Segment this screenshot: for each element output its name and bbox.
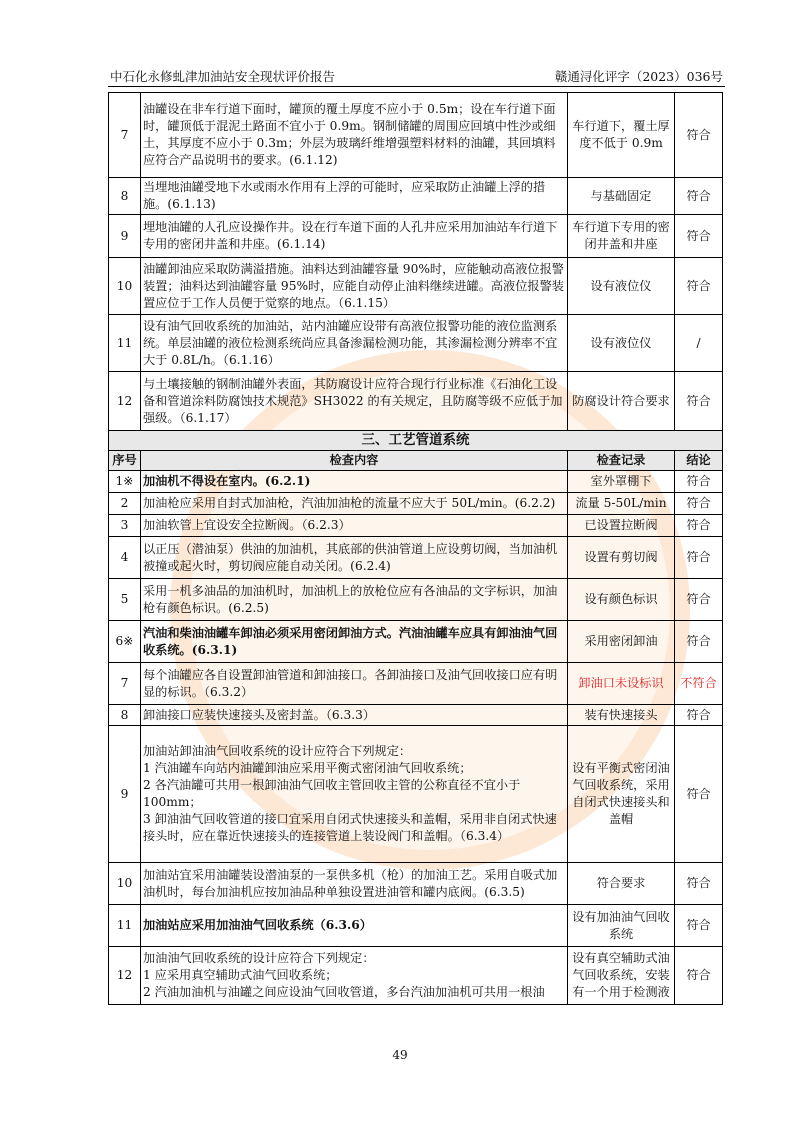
cell-result: 符合 [675,471,723,493]
table-row [109,493,723,515]
cell-result: 符合 [675,863,723,905]
cell-no: 12 [109,947,141,1005]
cell-result: 不符合 [675,663,723,705]
cell-result: 符合 [675,621,723,663]
cell-content: 以正压（潜油泵）供油的加油机，其底部的供油管道上应设剪切阀，当加油机被撞或起火时，剪切阀应能自动关闭。(6.2.4) [141,537,568,579]
cell-content: 与土壤接触的钢制油罐外表面，其防腐设计应符合现行行业标准《石油化工设备和管道涂料防腐蚀技术规范》SH3022 的有关规定，且防腐等级不应低于加强级。（6.1.17） [141,372,568,431]
cell-no: 4 [109,537,141,579]
cell-content: 加油站应采用加油油气回收系统（6.3.6） [141,905,568,947]
cell-record: 装有快速接头 [568,705,675,726]
cell-no: 10 [109,258,141,315]
table-row [109,471,723,493]
cell-no: 11 [109,905,141,947]
cell-record: 设有平衡式密闭油气回收系统，采用自闭式快速接头和盖帽 [568,726,675,863]
cell-record: 室外罩棚下 [568,471,675,493]
cell-no: 7 [109,93,141,178]
cell-content: 油罐设在非车行道下面时，罐顶的覆土厚度不应小于 0.5m；设在车行道下面时，罐顶低于混泥土路面不宜小于 0.9m。钢制储罐的周围应回填中性沙或细土，其厚度不应小于 0.3m；外层为玻璃纤维增强塑料材料的油罐，其回填料应符合产品说明书的要求。(6.1.12) [141,93,568,178]
table-row [109,315,723,372]
cell-no: 1※ [109,471,141,493]
inspection-table [108,92,723,1005]
cell-result: / [675,315,723,372]
cell-content: 加油枪应采用自封式加油枪，汽油加油枪的流量不应大于 50L/min。(6.2.2) [141,493,568,515]
table-row [109,515,723,537]
cell-no: 6※ [109,621,141,663]
cell-content: 油罐卸油应采取防满溢措施。油料达到油罐容量 90%时，应能触动高液位报警装置；油料达到油罐容量 95%时，应能自动停止油料继续进罐。高液位报警装置应位于工作人员便于觉察的地点。（6.1.15） [141,258,568,315]
page-number: 49 [392,1048,408,1062]
cell-record: 已设置拉断阀 [568,515,675,537]
cell-record: 符合要求 [568,863,675,905]
col-header-content: 检查内容 [141,451,568,471]
cell-content: 采用一机多油品的加油机时，加油机上的放枪位应有各油品的文字标识，加油枪有颜色标识。(6.2.5) [141,579,568,621]
cell-result: 符合 [675,258,723,315]
cell-result: 符合 [675,537,723,579]
table-row [109,726,723,863]
cell-record: 车行道下专用的密闭井盖和井座 [568,215,675,258]
cell-record: 设有颜色标识 [568,579,675,621]
cell-result: 符合 [675,215,723,258]
cell-content: 每个油罐应各自设置卸油管道和卸油接口。各卸油接口及油气回收接口应有明显的标识。（6.3.2） [141,663,568,705]
cell-content: 加油油气回收系统的设计应符合下列规定： 1 应采用真空辅助式油气回收系统； 2 汽油加油机与油罐之间应设油气回收管道，多台汽油加油机可共用一根油 [141,947,568,1005]
cell-record: 采用密闭卸油 [568,621,675,663]
cell-content: 设有油气回收系统的加油站，站内油罐应设带有高液位报警功能的液位监测系统。单层油罐的液位检测系统尚应具备渗漏检测功能，其渗漏检测分辨率不宜大于 0.8L/h。（6.1.16） [141,315,568,372]
cell-result: 符合 [675,178,723,215]
section-title: 三、工艺管道系统 [109,431,723,451]
col-header-no: 序号 [109,451,141,471]
cell-no: 3 [109,515,141,537]
cell-result: 符合 [675,493,723,515]
cell-record: 设有液位仪 [568,258,675,315]
table-row [109,579,723,621]
cell-record: 流量 5-50L/min [568,493,675,515]
table-row [109,215,723,258]
cell-no: 12 [109,372,141,431]
cell-content: 加油站卸油油气回收系统的设计应符合下列规定： 1 汽油罐车向站内油罐卸油应采用平衡式密闭油气回收系统； 2 各汽油罐可共用一根卸油油气回收主管回收主管的公称直径不宜小于 100mm； 3 卸油油气回收管道的接口宜采用自闭式快速接头和盖帽，采用非自闭式快速接头时，应在靠近快速接头的连接管道上装设阀门和盖帽。（6.3.4） [141,726,568,863]
cell-result: 符合 [675,372,723,431]
cell-content: 加油软管上宜设安全拉断阀。（6.2.3） [141,515,568,537]
cell-record: 防腐设计符合要求 [568,372,675,431]
cell-result: 符合 [675,905,723,947]
table-row [109,863,723,905]
table-row [109,947,723,1005]
cell-no: 8 [109,178,141,215]
cell-record: 与基础固定 [568,178,675,215]
cell-record: 设有液位仪 [568,315,675,372]
cell-no: 7 [109,663,141,705]
report-title: 中石化永修虬津加油站安全现状评价报告 [110,69,336,84]
report-number: 赣通浔化评字（2023）036号 [554,69,723,84]
cell-record: 车行道下，覆土厚度不低于 0.9m [568,93,675,178]
table-row [109,93,723,178]
cell-result: 符合 [675,93,723,178]
cell-content: 加油站宜采用油罐装设潜油泵的一泵供多机（枪）的加油工艺。采用自吸式加油机时，每台加油机应按加油品种单独设置进油管和罐内底阀。(6.3.5) [141,863,568,905]
cell-record: 设有真空辅助式油气回收系统，安装有一个用于检测液 [568,947,675,1005]
cell-result: 符合 [675,579,723,621]
col-header-record: 检查记录 [568,451,675,471]
cell-result: 符合 [675,947,723,1005]
table-row [109,621,723,663]
page-header [108,64,725,87]
cell-no: 10 [109,863,141,905]
table-row [109,178,723,215]
table-row [109,537,723,579]
col-header-result: 结论 [675,451,723,471]
table-row [109,705,723,726]
cell-content: 卸油接口应装快速接头及密封盖。（6.3.3） [141,705,568,726]
cell-record: 卸油口未设标识 [568,663,675,705]
cell-content: 加油机不得设在室内。(6.2.1) [141,471,568,493]
cell-content: 汽油和柴油油罐车卸油必须采用密闭卸油方式。汽油油罐车应具有卸油油气回收系统。(6.3.1) [141,621,568,663]
table-row [109,258,723,315]
cell-no: 9 [109,215,141,258]
table-row [109,905,723,947]
cell-result: 符合 [675,515,723,537]
section-row [109,431,723,451]
table-row [109,372,723,431]
column-header-row [109,451,723,471]
table-row [109,663,723,705]
cell-no: 8 [109,705,141,726]
cell-content: 当埋地油罐受地下水或雨水作用有上浮的可能时，应采取防止油罐上浮的措施。(6.1.13) [141,178,568,215]
cell-record: 设置有剪切阀 [568,537,675,579]
cell-no: 9 [109,726,141,863]
cell-content: 埋地油罐的人孔应设操作井。设在行车道下面的人孔井应采用加油站车行道下专用的密闭井盖和井座。(6.1.14) [141,215,568,258]
cell-result: 符合 [675,726,723,863]
cell-no: 5 [109,579,141,621]
cell-result: 符合 [675,705,723,726]
cell-no: 2 [109,493,141,515]
cell-no: 11 [109,315,141,372]
cell-record: 设有加油油气回收系统 [568,905,675,947]
